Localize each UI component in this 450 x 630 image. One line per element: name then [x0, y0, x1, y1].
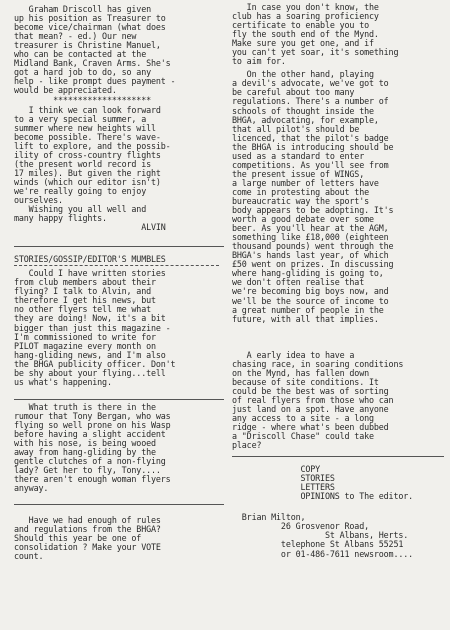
right-column	[232, 2, 444, 559]
soaring-certificate-paragraph: In case you don't know, the club has a soaring proficiency certificate to enable you to fly the south end of the Mynd. Make sure you get one, and if you can't yet soar, it's something to aim for.	[232, 2, 399, 67]
left-column	[14, 2, 224, 562]
contact-divider	[232, 456, 444, 457]
submission-list: COPY STORIES LETTERS OPINIONS to The editor.	[300, 464, 414, 502]
section-divider-2	[14, 399, 224, 400]
regulations-paragraph: On the other hand, playing a devil's advocate, we've got to be careful about too many regulations. There's a number of schools of thought inside the BHGA, advocating, for example, that all pilot's should be licenced, that the pilot's badge the BHGA is introducing should be used as a standard to enter competitions. As you'll see from the present issue of WINGS, a large number of letters have come in protesting about the bureaucratic way the sport's body appears to be adopting. It's worth a good debate over some beer. As you'll hear at the AGM, something like £18,000 (eighteen thousand pounds) went through the BHGA's hands last year, of which £50 went on prizes. In discussing where hang-gliding is going to, we don't often realise that we're becoming big boys now, and we'll be the source of income to a great number of people in the future, with all that implies.	[232, 69, 394, 324]
section-divider-3	[14, 504, 224, 505]
stories-paragraph: Could I have written stories from club members about their flying? I talk to Alvin, and therefore I get his news, but no other flyers tell me what they are doing! Now, it's a bit bigger than just this magazine - I'm commissioned to write for PILOT magazine every month on hang-gliding news, and I'm also the BHGA publicity officer. Don't be shy about your flying...tell us what's happening.	[14, 268, 176, 387]
star-divider: ********************	[14, 95, 151, 106]
summer-paragraph: I think we can look forward to a very special summer, a summer where new heights will become possible. There's wave- lift to explore, and the possib- ility of cross-country flights (the present world record is 17 miles). But given the right winds (which our editor isn't) we're really going to enjoy ourselves. Wishing you all well and many happy flights. ALVIN	[14, 104, 171, 233]
editor-address: Brian Milton, 26 Grosvenor Road, St Albans, Herts. telephone St Albans 55251 or 01-486-7611 newsroom....	[241, 512, 414, 559]
rumour-paragraph: What truth is there in the rumour that Tony Bergan, who was flying so well prone on his Wasp before having a slight accident with his nose, is being wooed away from hang-gliding by the gentle clutches of a non-flying lady? Get her to fly, Tony.... there aren't enough woman flyers anyway.	[14, 401, 171, 494]
treasurer-paragraph: Graham Driscoll has given up his position as Treasurer to become vice/chairman (what does that mean? - ed.) Our new treasurer is Christine Manuel, who can be contacted at the Midland Bank, Craven Arms. She's got a hard job to do, so any help - like prompt dues payment - would be appreciated.	[14, 4, 176, 96]
chasing-race-paragraph: A early idea to have a chasing race, in soaring conditions on the Mynd, has fallen down because of site conditions. It could be the best was of sorting of real flyers from those who can just land on a spot. Have anyone any access to a site - a long ridge - where what's been dubbed a "Driscoll Chase" could take place?	[232, 349, 404, 451]
section-divider-1	[14, 246, 224, 247]
heading-underline	[14, 265, 219, 266]
section-heading: STORIES/GOSSIP/EDITOR'S MUMBLES	[14, 254, 166, 265]
rules-paragraph: Have we had enough of rules and regulations from the BHGA? Should this year be one of consolidation ? Make your VOTE count.	[14, 515, 161, 562]
